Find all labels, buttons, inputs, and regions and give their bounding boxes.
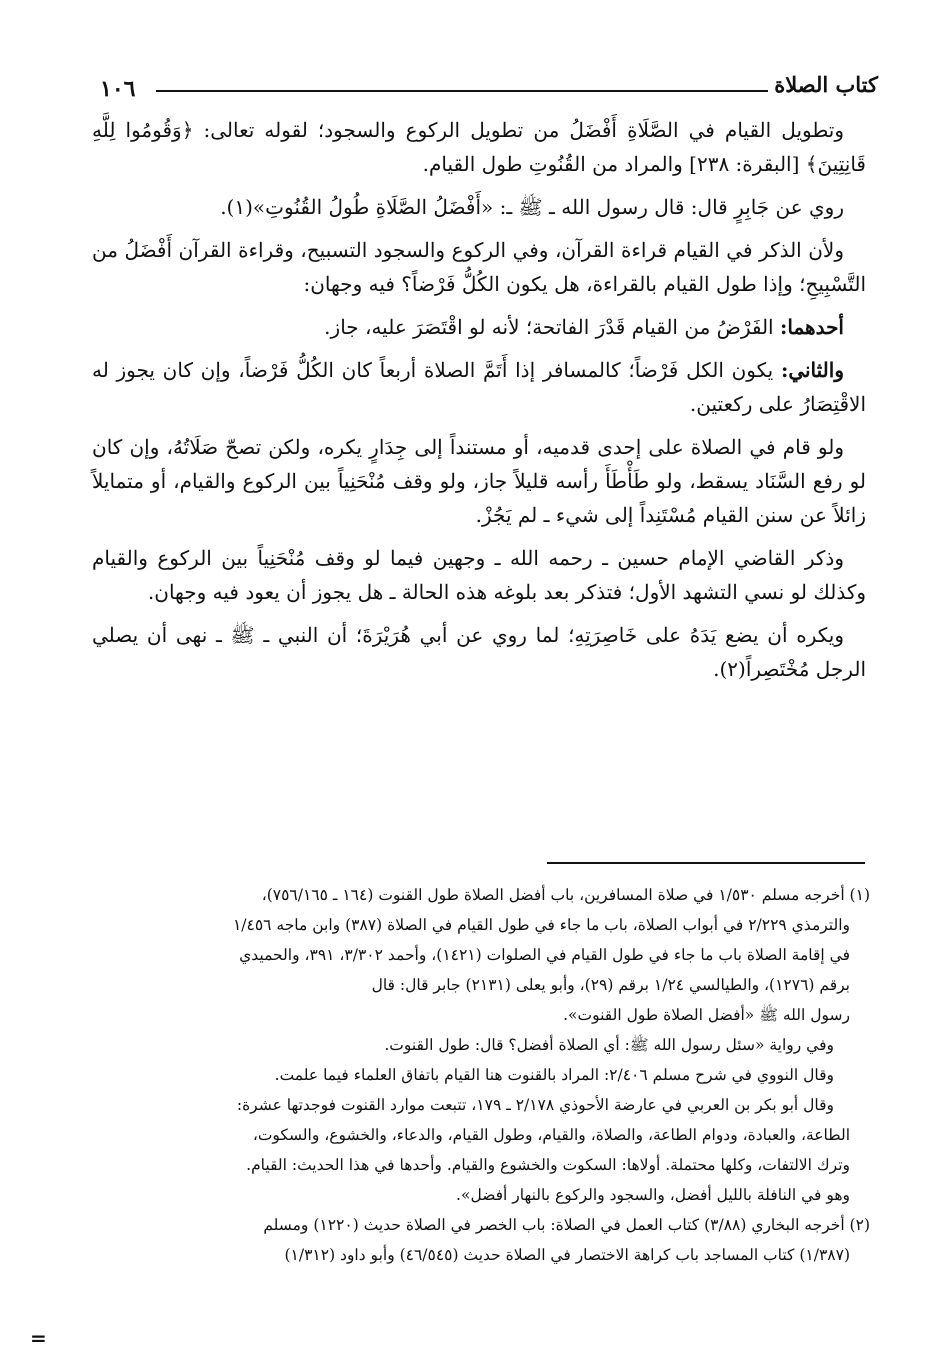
paragraph-text: الفَرْضُ من القيام قَدْرَ الفاتحة؛ لأنه لو اقْتَصَرَ عليه، جاز. [324, 315, 780, 339]
body-paragraph [92, 190, 866, 224]
page-number: ١٠٦ [100, 76, 136, 102]
footnote-line: رسول الله ﷺ «أفضل الصلاة طول القنوت». [563, 1006, 850, 1024]
footnote-line: الطاعة، والعبادة، ودوام الطاعة، والصلاة، والقيام، وطول القيام، والدعاء، والخشوع، والسكوت، [252, 1126, 850, 1144]
footnote-line: برقم (١٢٧٦)، والطيالسي ١/٢٤ برقم (٢٩)، وأبو يعلى (٢١٣١) جابر قال: قال [371, 976, 850, 994]
footnote-line: (٢) أخرجه البخاري (٣/٨٨) كتاب العمل في الصلاة: باب الخصر في الصلاة حديث (١٢٢٠) ومسلم [263, 1216, 870, 1234]
body-paragraph [92, 618, 866, 686]
footnote-line: وهو في النافلة بالليل أفضل، والسجود والركوع بالنهار أفضل». [456, 1186, 850, 1204]
footnote-line: وقال النووي في شرح مسلم ٢/٤٠٦: المراد بالقنوت هنا القيام باتفاق العلماء فيما علمت. [274, 1066, 834, 1084]
body-paragraph [92, 310, 866, 344]
page-header [100, 70, 878, 104]
paragraph-lead: والثاني: [780, 358, 844, 382]
footnote-line: والترمذي ٢/٢٢٩ في أبواب الصلاة، باب ما جاء في طول القيام في الصلاة (٣٨٧) وابن ماجه ١/٤٥٦ [232, 916, 850, 934]
paragraph-text: وتطويل القيام في الصَّلَاةِ أَفْضَلُ من تطويل الركوع والسجود؛ لقوله تعالى: ﴿وَقُومُوا لِلَّهِ قَانِتِينَ﴾ [البقرة: ٢٣٨] والمراد من القُنُوتِ طول القيام. [92, 118, 866, 176]
main-text [92, 113, 866, 695]
paragraph-lead: أحدهما: [779, 315, 844, 339]
body-paragraph [92, 113, 866, 181]
paragraph-text: وذكر القاضي الإمام حسين ـ رحمه الله ـ وجهين فيما لو وقف مُنْحَنِياً بين الركوع والقيام وكذلك لو نسي التشهد الأول؛ فتذكر بعد بلوغه هذه الحالة ـ هل يجوز أن يعود فيه وجهان. [92, 546, 866, 604]
footnote-line: وترك الالتفات، وكلها محتملة. أولاها: السكوت والخشوع والقيام. وأحدها في هذا الحديث: القيام. [246, 1156, 850, 1174]
footnote-separator [547, 862, 865, 864]
margin-mark: = [30, 1326, 47, 1350]
running-title: كتاب الصلاة [774, 72, 878, 97]
paragraph-text: روي عن جَابِرٍ قال: قال رسول الله ـ ﷺ ـ: «أَفْضَلُ الصَّلَاةِ طُولُ القُنُوتِ»(١). [220, 195, 844, 219]
body-paragraph [92, 541, 866, 609]
paragraph-text: ولأن الذكر في القيام قراءة القرآن، وفي الركوع والسجود التسبيح، وقراءة القرآن أَفْضَلُ من التَّسْبِيحِ؛ وإذا طول القيام بالقراءة، هل يكون الكُلُّ فَرْضاً؟ فيه وجهان: [92, 238, 866, 296]
footnote-line: (١) أخرجه مسلم ١/٥٣٠ في صلاة المسافرين، باب أفضل الصلاة طول القنوت (١٦٤ ـ ٧٥٦/١٦٥)، [261, 886, 870, 904]
footnote-line: وفي رواية «سئل رسول الله ﷺ: أي الصلاة أفضل؟ قال: طول القنوت. [384, 1036, 834, 1054]
body-paragraph [92, 233, 866, 301]
paragraph-text: ولو قام في الصلاة على إحدى قدميه، أو مستنداً إلى جِدَارٍ يكره، ولكن تصحّ صَلَاتُهُ، وإن كان لو رفع السَّنَاد يسقط، ولو طَأْطَأَ رأسه قليلاً جاز، ولو وقف مُنْحَنِياً بين الركوع والقيام، أو متمايلاً زائلاً عن سنن القيام مُسْتَنِداً إلى شيء ـ لم يَجُزْ. [92, 435, 866, 527]
footnote-line: وقال أبو بكر بن العربي في عارضة الأحوذي ٢/١٧٨ ـ ١٧٩، تتبعت موارد القنوت فوجدتها عشرة: [236, 1096, 834, 1114]
footnote-line: في إقامة الصلاة باب ما جاء في طول القيام في الصلوات (١٤٢١)، وأحمد ٣/٣٠٢، ٣٩١، والحميدي [239, 946, 850, 964]
footnote-line: (١/٣٨٧) كتاب المساجد باب كراهة الاختصار في الصلاة حديث (٤٦/٥٤٥) وأبو داود (١/٣١٢) [284, 1246, 850, 1264]
body-paragraph [92, 430, 866, 532]
body-paragraph [92, 353, 866, 421]
paragraph-text: ويكره أن يضع يَدَهُ على خَاصِرَتِهِ؛ لما روي عن أبي هُرَيْرَةَ؛ أن النبي ـ ﷺ ـ نهى أن يصلي الرجل مُخْتَصِراً(٢). [92, 623, 866, 681]
paragraph-text: يكون الكل فَرْضاً؛ كالمسافر إذا أَتَمَّ الصلاة أربعاً كان الكُلُّ فَرْضاً، وإن كان يجوز له الاقْتِصَارُ على ركعتين. [92, 358, 866, 416]
header-rule [156, 90, 768, 92]
footnotes [70, 880, 870, 1270]
